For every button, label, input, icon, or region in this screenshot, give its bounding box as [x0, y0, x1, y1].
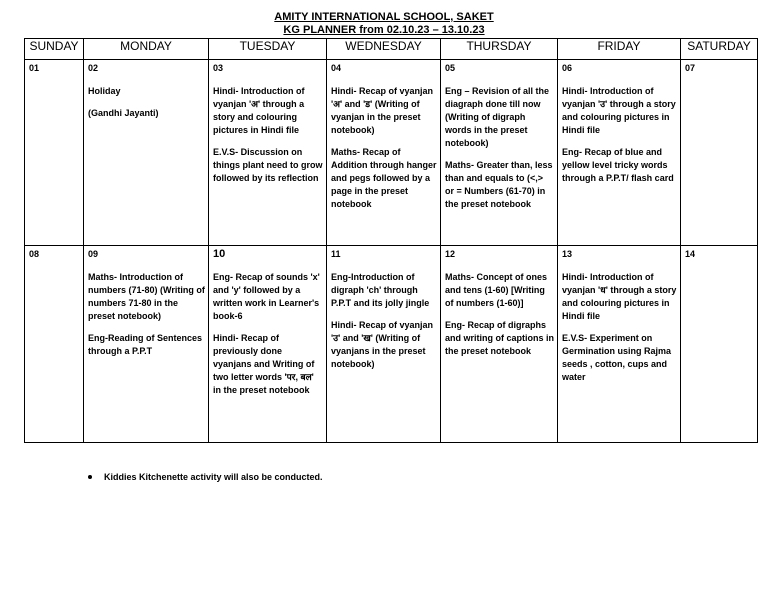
date-number: 11	[331, 249, 341, 259]
date-number: 08	[29, 249, 40, 259]
day-header-thursday: THURSDAY	[441, 39, 558, 60]
day-header-sunday: SUNDAY	[25, 39, 84, 60]
activity-entry: Hindi- Recap of previously done vyanjans and Writing of two letter words 'पर, बल' in the preset notebook	[213, 333, 315, 395]
day-header-monday: MONDAY	[84, 39, 209, 60]
activity-entry: Hindi- Recap of vyanjan 'अ' and 'ड' (Writing of vyanjan in the preset notebook)	[331, 86, 434, 135]
date-number: 03	[213, 63, 224, 73]
day-header-row	[25, 39, 758, 60]
activity-entry: Eng- Recap of blue and yellow level tricky words through a P.P.T/ flash card	[562, 147, 674, 183]
activity-entry: Maths- Recap of Addition through hanger and pegs followed by a page in the preset notebook	[331, 147, 437, 209]
date-number: 01	[29, 63, 40, 73]
week-row-1	[25, 60, 758, 246]
week-row-2	[25, 246, 758, 443]
day-cell	[327, 246, 441, 443]
activity-entry: Hindi- Introduction of vyanjan 'उ' through a story and colouring pictures in Hindi file	[562, 86, 676, 135]
date-number: 14	[685, 249, 696, 259]
date-number: 13	[562, 249, 573, 259]
footer-note	[88, 472, 323, 482]
date-number: 04	[331, 63, 342, 73]
day-cell	[84, 60, 209, 246]
activity-entry: E.V.S- Experiment on Germination using Rajma seeds , cotton, cups and water	[562, 333, 672, 382]
day-cell	[681, 246, 758, 443]
day-cell	[25, 60, 84, 246]
bullet-icon	[88, 475, 92, 479]
activity-entry: Eng- Recap of sounds 'x' and 'y' followed by a written work in Learner's book-6	[213, 272, 320, 321]
planner-title: KG PLANNER from 02.10.23 – 13.10.23	[283, 24, 485, 36]
date-number: 12	[445, 249, 456, 259]
day-cell	[209, 60, 327, 246]
day-cell	[558, 246, 681, 443]
school-name: AMITY INTERNATIONAL SCHOOL, SAKET	[274, 11, 494, 23]
day-header-friday: FRIDAY	[558, 39, 681, 60]
activity-entry: Hindi- Introduction of vyanjan 'ध' through a story and colouring pictures in Hindi file	[562, 272, 677, 321]
day-cell	[327, 60, 441, 246]
day-header-wednesday: WEDNESDAY	[327, 39, 441, 60]
date-number: 09	[88, 249, 99, 259]
date-number: 06	[562, 63, 573, 73]
activity-entry: Eng – Revision of all the diagraph done till now (Writing of digraph words in the preset notebook)	[445, 86, 550, 148]
day-header-saturday: SATURDAY	[681, 39, 758, 60]
day-cell	[681, 60, 758, 246]
day-header-tuesday: TUESDAY	[209, 39, 327, 60]
day-cell	[209, 246, 327, 443]
activity-entry: Eng-Introduction of digraph 'ch' through P.P.T and its jolly jingle	[331, 272, 430, 308]
day-cell	[441, 246, 558, 443]
activity-entry: Maths- Greater than, less than and equals to (<,> or = Numbers (61-70) in the preset notebook	[445, 160, 553, 209]
date-number: 10	[213, 248, 226, 260]
day-cell	[558, 60, 681, 246]
date-number: 07	[685, 63, 696, 73]
activity-entry: Maths- Introduction of numbers (71-80) (Writing of numbers 71-80 in the preset notebook)	[88, 272, 205, 321]
date-number: 05	[445, 63, 456, 73]
footer-note-text: Kiddies Kitchenette activity will also be conducted.	[104, 472, 323, 482]
activity-entry: Hindi- Introduction of vyanjan 'अ' through a story and colouring pictures in Hindi file	[213, 86, 305, 135]
day-cell	[84, 246, 209, 443]
activity-entry: E.V.S- Discussion on things plant need to grow followed by its reflection	[213, 147, 323, 183]
day-cell	[25, 246, 84, 443]
date-number: 02	[88, 63, 99, 73]
activity-entry: Hindi- Recap of vyanjan 'उ' and 'ख' (Writing of vyanjans in the preset notebook)	[331, 320, 434, 369]
activity-entry: Eng-Reading of Sentences through a P.P.T	[88, 333, 203, 356]
activity-entry: Eng- Recap of digraphs and writing of captions in the preset notebook	[445, 320, 554, 356]
activity-entry: (Gandhi Jayanti)	[88, 108, 159, 118]
planner-table	[24, 38, 758, 443]
activity-entry: Maths- Concept of ones and tens (1-60) [Writing of numbers (1-60)]	[445, 272, 548, 308]
activity-entry: Holiday	[88, 86, 121, 96]
day-cell	[441, 60, 558, 246]
